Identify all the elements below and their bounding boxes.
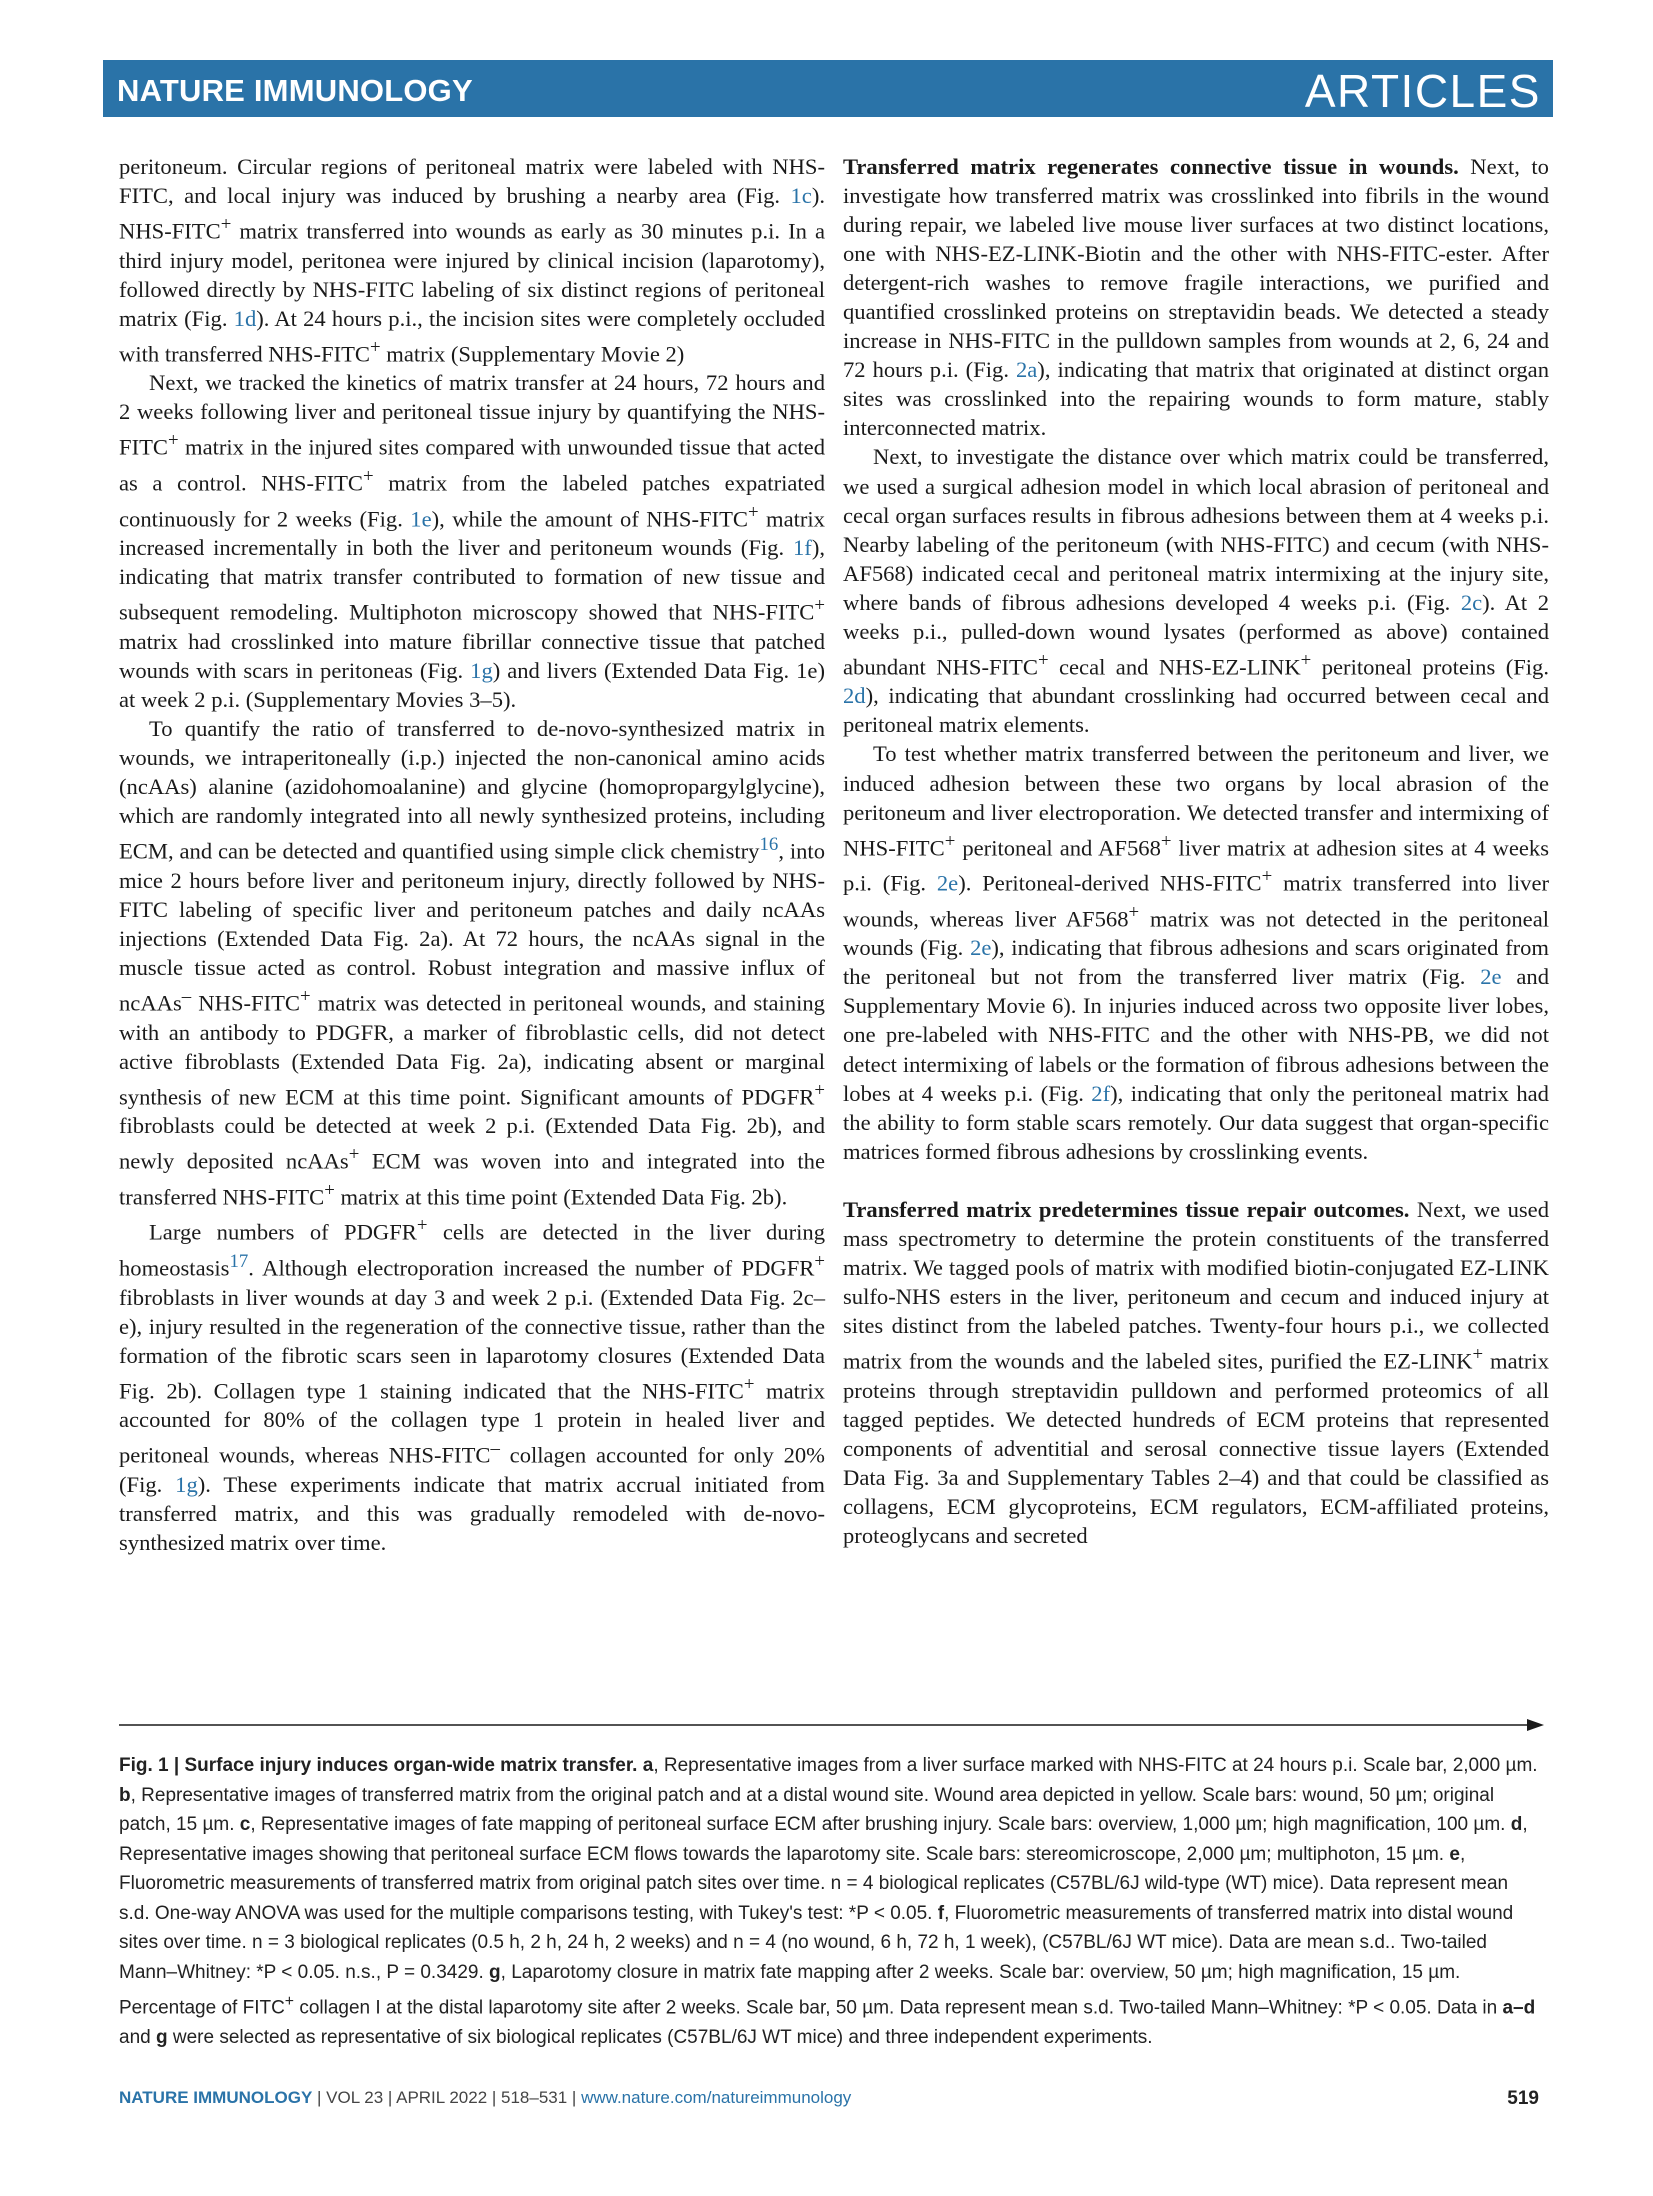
- journal-name: NATURE IMMUNOLOGY: [117, 73, 473, 108]
- caption-divider-arrow: [119, 1715, 1544, 1735]
- section-heading: Transferred matrix predetermines tissue repair outcomes.: [843, 1196, 1410, 1222]
- figure-caption: Fig. 1 | Surface injury induces organ-wide matrix transfer. a, Representative images from a liver surface marked with NHS-FITC at 24 hours p.i. Scale bar, 2,000 µm. b, Representative images of transferred matrix from the original patch and at a distal wound site. Wound area depicted in yellow. Scale bars: wound, 50 µm; original patch, 15 µm. c, Representative images of fate mapping of peritoneal surface ECM after brushing injury. Scale bars: overview, 1,000 µm; high magnification, 100 µm. d, Representative images showing that peritoneal surface ECM flows towards the laparotomy site. Scale bars: stereomicroscope, 2,000 µm; multiphoton, 15 µm. e, Fluorometric measurements of transferred matrix from original patch sites over time. n = 4 biological replicates (C57BL/6J wild-type (WT) mice). Data represent mean s.d. One-way ANOVA was used for the multiple comparisons testing, with Tukey's test: *P < 0.05. f, Fluorometric measurements of transferred matrix into distal wound sites over time. n = 3 biological replicates (0.5 h, 2 h, 24 h, 2 weeks) and n = 4 (no wound, 6 h, 72 h, 1 week), (C57BL/6J WT mice). Data are mean s.d.. Two-tailed Mann–Whitney: *P < 0.05. n.s., P = 0.3429. g, Laparotomy closure in matrix fate mapping after 2 weeks. Scale bar: overview, 50 µm; high magnification, 15 µm. Percentage of FITC+ collagen I at the distal laparotomy site after 2 weeks. Scale bar, 50 µm. Data represent mean s.d. Two-tailed Mann–Whitney: *P < 0.05. Data in a–d and g were selected as representative of six biological replicates (C57BL/6J WT mice) and three independent experiments.: [119, 1755, 1538, 2048]
- page-footer: [119, 2088, 1539, 2118]
- figure-link[interactable]: 1g: [175, 1471, 198, 1497]
- figure-link[interactable]: 1e: [410, 506, 432, 532]
- page-number: 519: [1507, 2088, 1539, 2109]
- paragraph: To quantify the ratio of transferred to de-novo-synthesized matrix in wounds, we intraperitoneally (i.p.) injected the non-canonical amino acids (ncAAs) alanine (azidohomoalanine) and glycine (homopropargylglycine), which are randomly integrated into all newly synthesized proteins, including ECM, and can be detected and quantified using simple click chemistry$^{16}$, into mice 2 hours before liver and peritoneum injury, directly followed by NHS-FITC labeling of specific liver and peritoneum patches and daily ncAAs injections (Extended Data Fig. 2a). At 72 hours, the ncAAs signal in the muscle tissue acted as control. Robust integration and massive influx of ncAAs– NHS-FITC+ matrix was detected in peritoneal wounds, and staining with an antibody to PDGFR, a marker of fibroblastic cells, did not detect active fibroblasts (Extended Data Fig. 2a), indicating absent or marginal synthesis of new ECM at this time point. Significant amounts of PDGFR+ fibroblasts could be detected at week 2 p.i. (Extended Data Fig. 2b), and newly deposited ncAAs+ ECM was woven into and integrated into the transferred NHS-FITC+ matrix at this time point (Extended Data Fig. 2b).: [119, 716, 825, 1210]
- left-column: [119, 152, 825, 1557]
- right-column: [843, 152, 1549, 1550]
- footer-journal: NATURE IMMUNOLOGY: [119, 2088, 313, 2107]
- figure-link[interactable]: 2e: [936, 870, 959, 896]
- figure-link[interactable]: 2e: [1480, 964, 1502, 990]
- citation-link[interactable]: 16: [759, 834, 779, 856]
- figure-link[interactable]: 2a: [1015, 357, 1038, 383]
- page-header: [103, 60, 1553, 117]
- caption-title: Fig. 1 | Surface injury induces organ-wide matrix transfer.: [119, 1755, 638, 1776]
- paragraph: peritoneum. Circular regions of peritoneal matrix were labeled with NHS-FITC, and local injury was induced by brushing a nearby area (Fig. 1c). NHS-FITC+ matrix transferred into wounds as early as 30 minutes p.i. In a third injury model, peritonea were injured by clinical incision (laparotomy), followed directly by NHS-FITC labeling of six distinct regions of peritoneal matrix (Fig. 1d). At 24 hours p.i., the incision sites were completely occluded with transferred NHS-FITC+ matrix (Supplementary Movie 2): [119, 154, 826, 367]
- figure-link[interactable]: 1f: [792, 535, 812, 561]
- journal-url-link[interactable]: www.nature.com/natureimmunology: [581, 2088, 852, 2107]
- figure-link[interactable]: 2e: [970, 935, 992, 961]
- footer-volume-info: | VOL 23 | APRIL 2022 | 518–531 |: [312, 2088, 582, 2107]
- figure-link[interactable]: 1g: [470, 657, 493, 683]
- section-heading: Transferred matrix regenerates connective tissue in wounds.: [843, 154, 1459, 179]
- figure-link[interactable]: 1c: [790, 183, 812, 209]
- paragraph: Next, we tracked the kinetics of matrix transfer at 24 hours, 72 hours and 2 weeks following liver and peritoneal tissue injury by quantifying the NHS-FITC+ matrix in the injured sites compared with unwounded tissue that acted as a control. NHS-FITC+ matrix from the labeled patches expatriated continuously for 2 weeks (Fig. 1e), while the amount of NHS-FITC+ matrix increased incrementally in both the liver and peritoneum wounds (Fig. 1f), indicating that matrix transfer contributed to formation of new tissue and subsequent remodeling. Multiphoton microscopy showed that NHS-FITC+ matrix had crosslinked into mature fibrillar connective tissue that patched wounds with scars in peritoneas (Fig. 1g) and livers (Extended Data Fig. 1e) at week 2 p.i. (Supplementary Movies 3–5).: [119, 370, 826, 712]
- section-label: ARTICLES: [1304, 65, 1541, 117]
- citation-link[interactable]: 17: [229, 1251, 249, 1273]
- paragraph: Transferred matrix predetermines tissue repair outcomes. Next, we used mass spectrometry to determine the protein constituents of the transferred matrix. We tagged pools of matrix with modified biotin-conjugated EZ-LINK sulfo-NHS esters in the liver, peritoneum and cecum and induced injury at sites distinct from the labeled patches. Twenty-four hours p.i., we collected matrix from the wounds and the labeled sites, purified the EZ-LINK+ matrix proteins through streptavidin pulldown and performed proteomics of all tagged peptides. We detected hundreds of ECM proteins that represented components of adventitial and serosal connective tissue layers (Extended Data Fig. 3a and Supplementary Tables 2–4) and that could be classified as collagens, ECM glycoproteins, ECM regulators, ECM-affiliated proteins, proteoglycans and secreted: [843, 1196, 1549, 1548]
- figure-link[interactable]: 2c: [1460, 589, 1483, 615]
- figure-link[interactable]: 2f: [1091, 1080, 1111, 1106]
- paragraph: Next, to investigate the distance over which matrix could be transferred, we used a surgical adhesion model in which local abrasion of peritoneal and cecal organ surfaces results in fibrous adhesions between them at 4 weeks p.i. Nearby labeling of the peritoneum (with NHS-FITC) and cecum (with NHS-AF568) indicated cecal and peritoneal matrix intermixing at the injury site, where bands of fibrous adhesions developed 4 weeks p.i. (Fig. 2c). At 2 weeks p.i., pulled-down wound lysates (performed as above) contained abundant NHS-FITC+ cecal and NHS-EZ-LINK+ peritoneal proteins (Fig. 2d), indicating that abundant crosslinking had occurred between cecal and peritoneal matrix elements.: [843, 444, 1550, 738]
- paragraph: Transferred matrix regenerates connective tissue in wounds. Next, to investigate how transferred matrix was crosslinked into fibrils in the wound during repair, we labeled live mouse liver surfaces at two distinct locations, one with NHS-EZ-LINK-Biotin and the other with NHS-FITC-ester. After detergent-rich washes to remove fragile interactions, we purified and quantified crosslinked proteins on streptavidin beads. We detected a steady increase in NHS-FITC in the pulldown samples from wounds at 2, 6, 24 and 72 hours p.i. (Fig. 2a), indicating that matrix that originated at distinct organ sites was crosslinked into the repairing wounds to form mature, stably interconnected matrix.: [843, 154, 1549, 441]
- paragraph: Large numbers of PDGFR+ cells are detected in the liver during homeostasis$^{17}$. Although electroporation increased the number of PDGFR+ fibroblasts in liver wounds at day 3 and week 2 p.i. (Extended Data Fig. 2c–e), injury resulted in the regeneration of the connective tissue, rather than the formation of the fibrotic scars seen in laparotomy closures (Extended Data Fig. 2b). Collagen type 1 staining indicated that the NHS-FITC+ matrix accounted for 80% of the collagen type 1 protein in healed liver and peritoneal wounds, whereas NHS-FITC– collagen accounted for only 20% (Fig. 1g). These experiments indicate that matrix accrual initiated from transferred matrix, and this was gradually remodeled with de-novo-synthesized matrix over time.: [119, 1215, 825, 1556]
- paragraph: To test whether matrix transferred between the peritoneum and liver, we induced adhesion between these two organs by local abrasion of the peritoneum and liver electroporation. We detected transfer and intermixing of NHS-FITC+ peritoneal and AF568+ liver matrix at adhesion sites at 4 weeks p.i. (Fig. 2e). Peritoneal-derived NHS-FITC+ matrix transferred into liver wounds, whereas liver AF568+ matrix was not detected in the peritoneal wounds (Fig. 2e), indicating that fibrous adhesions and scars originated from the peritoneal but not from the transferred liver matrix (Fig. 2e and Supplementary Movie 6). In injuries induced across two opposite liver lobes, one pre-labeled with NHS-FITC and the other with NHS-PB, we did not detect intermixing of labels or the formation of fibrous adhesions between the lobes at 4 weeks p.i. (Fig. 2f), indicating that only the peritoneal matrix had the ability to form stable scars remotely. Our data suggest that organ-specific matrices formed fibrous adhesions by crosslinking events.: [843, 741, 1550, 1164]
- figure-link[interactable]: 1d: [233, 305, 257, 331]
- figure-link[interactable]: 2d: [843, 683, 866, 709]
